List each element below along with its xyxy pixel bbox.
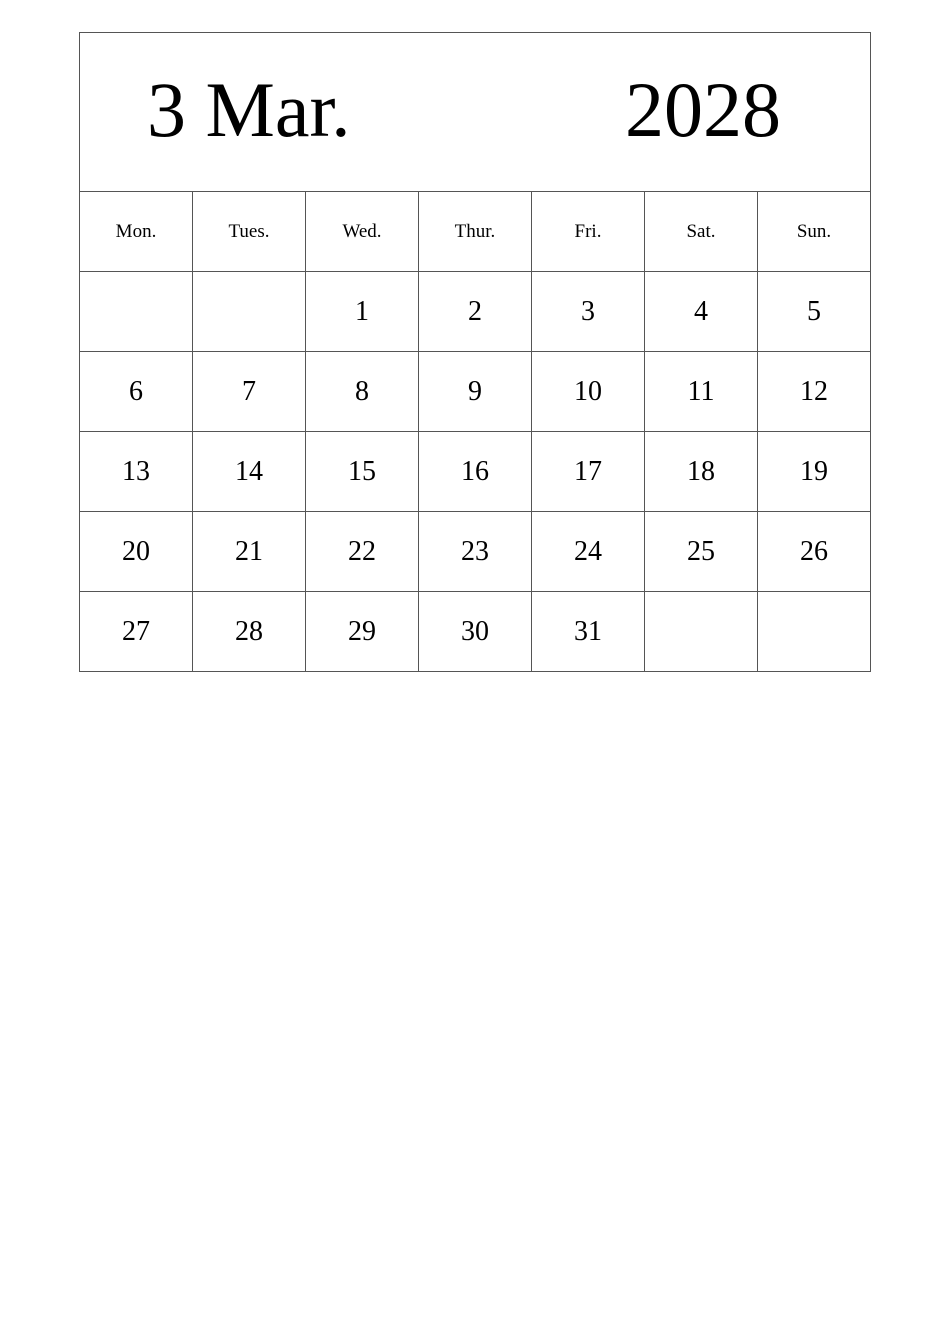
weekday-tue: Tues. [193, 192, 306, 272]
weekday-thu: Thur. [419, 192, 532, 272]
week-row-5 [80, 592, 871, 672]
calendar-header [80, 33, 871, 192]
day-cell: 16 [419, 432, 532, 512]
day-cell: 19 [758, 432, 871, 512]
weekday-mon: Mon. [80, 192, 193, 272]
day-cell: 6 [80, 352, 193, 432]
day-cell [758, 592, 871, 672]
weekday-sat: Sat. [645, 192, 758, 272]
day-cell: 22 [306, 512, 419, 592]
day-cell: 29 [306, 592, 419, 672]
week-row-4 [80, 512, 871, 592]
day-cell: 2 [419, 272, 532, 352]
day-cell: 25 [645, 512, 758, 592]
day-cell: 27 [80, 592, 193, 672]
day-cell [645, 592, 758, 672]
day-cell: 26 [758, 512, 871, 592]
day-cell: 28 [193, 592, 306, 672]
day-cell: 5 [758, 272, 871, 352]
day-cell: 30 [419, 592, 532, 672]
week-row-3 [80, 432, 871, 512]
month-title: 3 Mar. [147, 66, 351, 153]
day-cell: 18 [645, 432, 758, 512]
day-cell: 7 [193, 352, 306, 432]
day-cell: 8 [306, 352, 419, 432]
weekday-fri: Fri. [532, 192, 645, 272]
day-cell [193, 272, 306, 352]
day-cell: 15 [306, 432, 419, 512]
week-row-1 [80, 272, 871, 352]
day-cell: 21 [193, 512, 306, 592]
day-cell: 10 [532, 352, 645, 432]
day-cell: 20 [80, 512, 193, 592]
day-cell: 23 [419, 512, 532, 592]
title-wrap [80, 33, 870, 191]
day-cell: 1 [306, 272, 419, 352]
weekday-sun: Sun. [758, 192, 871, 272]
week-row-2 [80, 352, 871, 432]
day-cell: 31 [532, 592, 645, 672]
day-cell [80, 272, 193, 352]
year-title: 2028 [625, 66, 781, 153]
calendar-header-row [80, 33, 871, 192]
day-cell: 14 [193, 432, 306, 512]
day-cell: 11 [645, 352, 758, 432]
calendar-table [79, 32, 871, 672]
day-cell: 12 [758, 352, 871, 432]
day-cell: 13 [80, 432, 193, 512]
weekday-wed: Wed. [306, 192, 419, 272]
day-cell: 9 [419, 352, 532, 432]
weekday-row [80, 192, 871, 272]
day-cell: 17 [532, 432, 645, 512]
day-cell: 24 [532, 512, 645, 592]
day-cell: 4 [645, 272, 758, 352]
day-cell: 3 [532, 272, 645, 352]
